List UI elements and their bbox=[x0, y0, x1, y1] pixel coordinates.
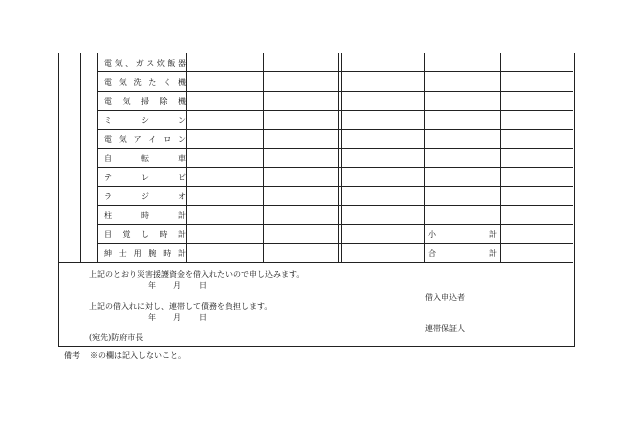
remarks-label: 備考 bbox=[64, 351, 80, 360]
column-line-6 bbox=[341, 53, 342, 262]
row-line bbox=[97, 167, 573, 168]
item-name-char: し bbox=[141, 230, 149, 239]
item-name-char: イ bbox=[148, 135, 157, 144]
guarantee-date-day: 日 bbox=[199, 313, 207, 322]
item-name-char: ス bbox=[146, 59, 155, 68]
item-name-char: 時 bbox=[159, 230, 168, 239]
row-line bbox=[97, 129, 573, 130]
row-line bbox=[97, 243, 573, 244]
item-name-char: 計 bbox=[178, 211, 186, 220]
row-line bbox=[97, 110, 573, 111]
item-electric-iron bbox=[104, 135, 186, 145]
item-mens-wristwatch bbox=[104, 249, 186, 259]
item-name-char: く bbox=[163, 78, 172, 87]
total-label-char-1: 合 bbox=[428, 249, 436, 258]
item-name-char: 、 bbox=[125, 59, 134, 68]
item-bicycle bbox=[104, 154, 186, 164]
item-wall-clock bbox=[104, 211, 186, 221]
item-name-char: 機 bbox=[177, 78, 186, 87]
item-name-char: 気 bbox=[114, 59, 123, 68]
guarantee-date-month: 月 bbox=[173, 313, 181, 322]
item-name-char: ビ bbox=[178, 173, 186, 182]
column-line-5 bbox=[338, 53, 339, 262]
column-line-1 bbox=[80, 53, 81, 262]
item-name-char: 覚 bbox=[122, 230, 131, 239]
row-line bbox=[97, 224, 573, 225]
item-name-char: 時 bbox=[141, 211, 149, 220]
item-name-char: テ bbox=[104, 173, 112, 182]
column-line-8 bbox=[500, 53, 501, 262]
application-date-month: 月 bbox=[173, 281, 181, 290]
row-line bbox=[97, 205, 573, 206]
item-rice-cooker bbox=[104, 59, 186, 69]
row-line bbox=[97, 186, 573, 187]
item-name-char: 飯 bbox=[167, 59, 176, 68]
subtotal-label-char-2: 計 bbox=[489, 230, 497, 239]
column-line-2 bbox=[97, 53, 98, 262]
item-name-char: 士 bbox=[118, 249, 127, 258]
item-name-char: 車 bbox=[178, 154, 186, 163]
guarantee-date-year: 年 bbox=[148, 313, 156, 322]
application-date-day: 日 bbox=[199, 281, 207, 290]
guarantee-statement: 上記の借入れに対し、連帯して債務を負担します。 bbox=[89, 302, 273, 311]
item-name-char: 電 bbox=[104, 78, 112, 87]
item-name-char: 気 bbox=[122, 97, 131, 106]
item-name-char: 自 bbox=[104, 154, 112, 163]
item-name-char: 腕 bbox=[148, 249, 157, 258]
item-name-char: ア bbox=[133, 135, 142, 144]
item-name-char: ン bbox=[177, 135, 186, 144]
item-name-char: 紳 bbox=[104, 249, 112, 258]
item-name-char: ロ bbox=[163, 135, 172, 144]
guarantor-label: 連帯保証人 bbox=[425, 324, 465, 333]
item-washing-machine bbox=[104, 78, 186, 88]
item-radio bbox=[104, 192, 186, 202]
item-name-char: レ bbox=[141, 173, 149, 182]
application-statement: 上記のとおり災害援護資金を借入れたいので申し込みます。 bbox=[89, 270, 305, 279]
item-name-char: 気 bbox=[118, 78, 127, 87]
column-line-3 bbox=[186, 53, 187, 262]
column-line-7 bbox=[424, 53, 425, 262]
remarks-note: ※の欄は記入しないこと。 bbox=[90, 351, 186, 360]
item-name-char: 除 bbox=[159, 97, 168, 106]
total-label-char-2: 計 bbox=[489, 249, 497, 258]
row-line bbox=[97, 71, 573, 72]
item-name-char: ン bbox=[178, 116, 186, 125]
borrower-label: 借入申込者 bbox=[425, 293, 465, 302]
subtotal-label-char-1: 小 bbox=[428, 230, 436, 239]
item-name-char: 時 bbox=[163, 249, 172, 258]
item-name-char: シ bbox=[141, 116, 149, 125]
item-name-char: 洗 bbox=[133, 78, 142, 87]
item-name-char: 電 bbox=[104, 97, 112, 106]
item-name-char: 計 bbox=[178, 230, 186, 239]
item-name-char: 気 bbox=[118, 135, 127, 144]
item-name-char: 炊 bbox=[156, 59, 165, 68]
item-television bbox=[104, 173, 186, 183]
item-name-char: 転 bbox=[141, 154, 149, 163]
item-sewing-machine bbox=[104, 116, 186, 126]
item-name-char: ジ bbox=[141, 192, 149, 201]
item-name-char: 柱 bbox=[104, 211, 112, 220]
item-name-char: 計 bbox=[177, 249, 186, 258]
item-name-char: 電 bbox=[104, 59, 112, 68]
addressee: (宛先)防府市長 bbox=[89, 333, 144, 342]
row-line bbox=[97, 148, 573, 149]
item-name-char: た bbox=[148, 78, 157, 87]
item-name-char: 器 bbox=[177, 59, 186, 68]
column-line-4 bbox=[263, 53, 264, 262]
item-alarm-clock bbox=[104, 230, 186, 240]
item-name-char: 目 bbox=[104, 230, 112, 239]
application-date-year: 年 bbox=[148, 281, 156, 290]
item-name-char: ガ bbox=[135, 59, 144, 68]
item-vacuum-cleaner bbox=[104, 97, 186, 107]
item-name-char: 用 bbox=[133, 249, 142, 258]
item-name-char: ミ bbox=[104, 116, 112, 125]
item-name-char: 機 bbox=[178, 97, 186, 106]
row-line bbox=[58, 262, 573, 263]
item-name-char: ラ bbox=[104, 192, 112, 201]
row-line bbox=[97, 91, 573, 92]
item-name-char: オ bbox=[178, 192, 186, 201]
item-name-char: 電 bbox=[104, 135, 112, 144]
item-name-char: 掃 bbox=[141, 97, 149, 106]
